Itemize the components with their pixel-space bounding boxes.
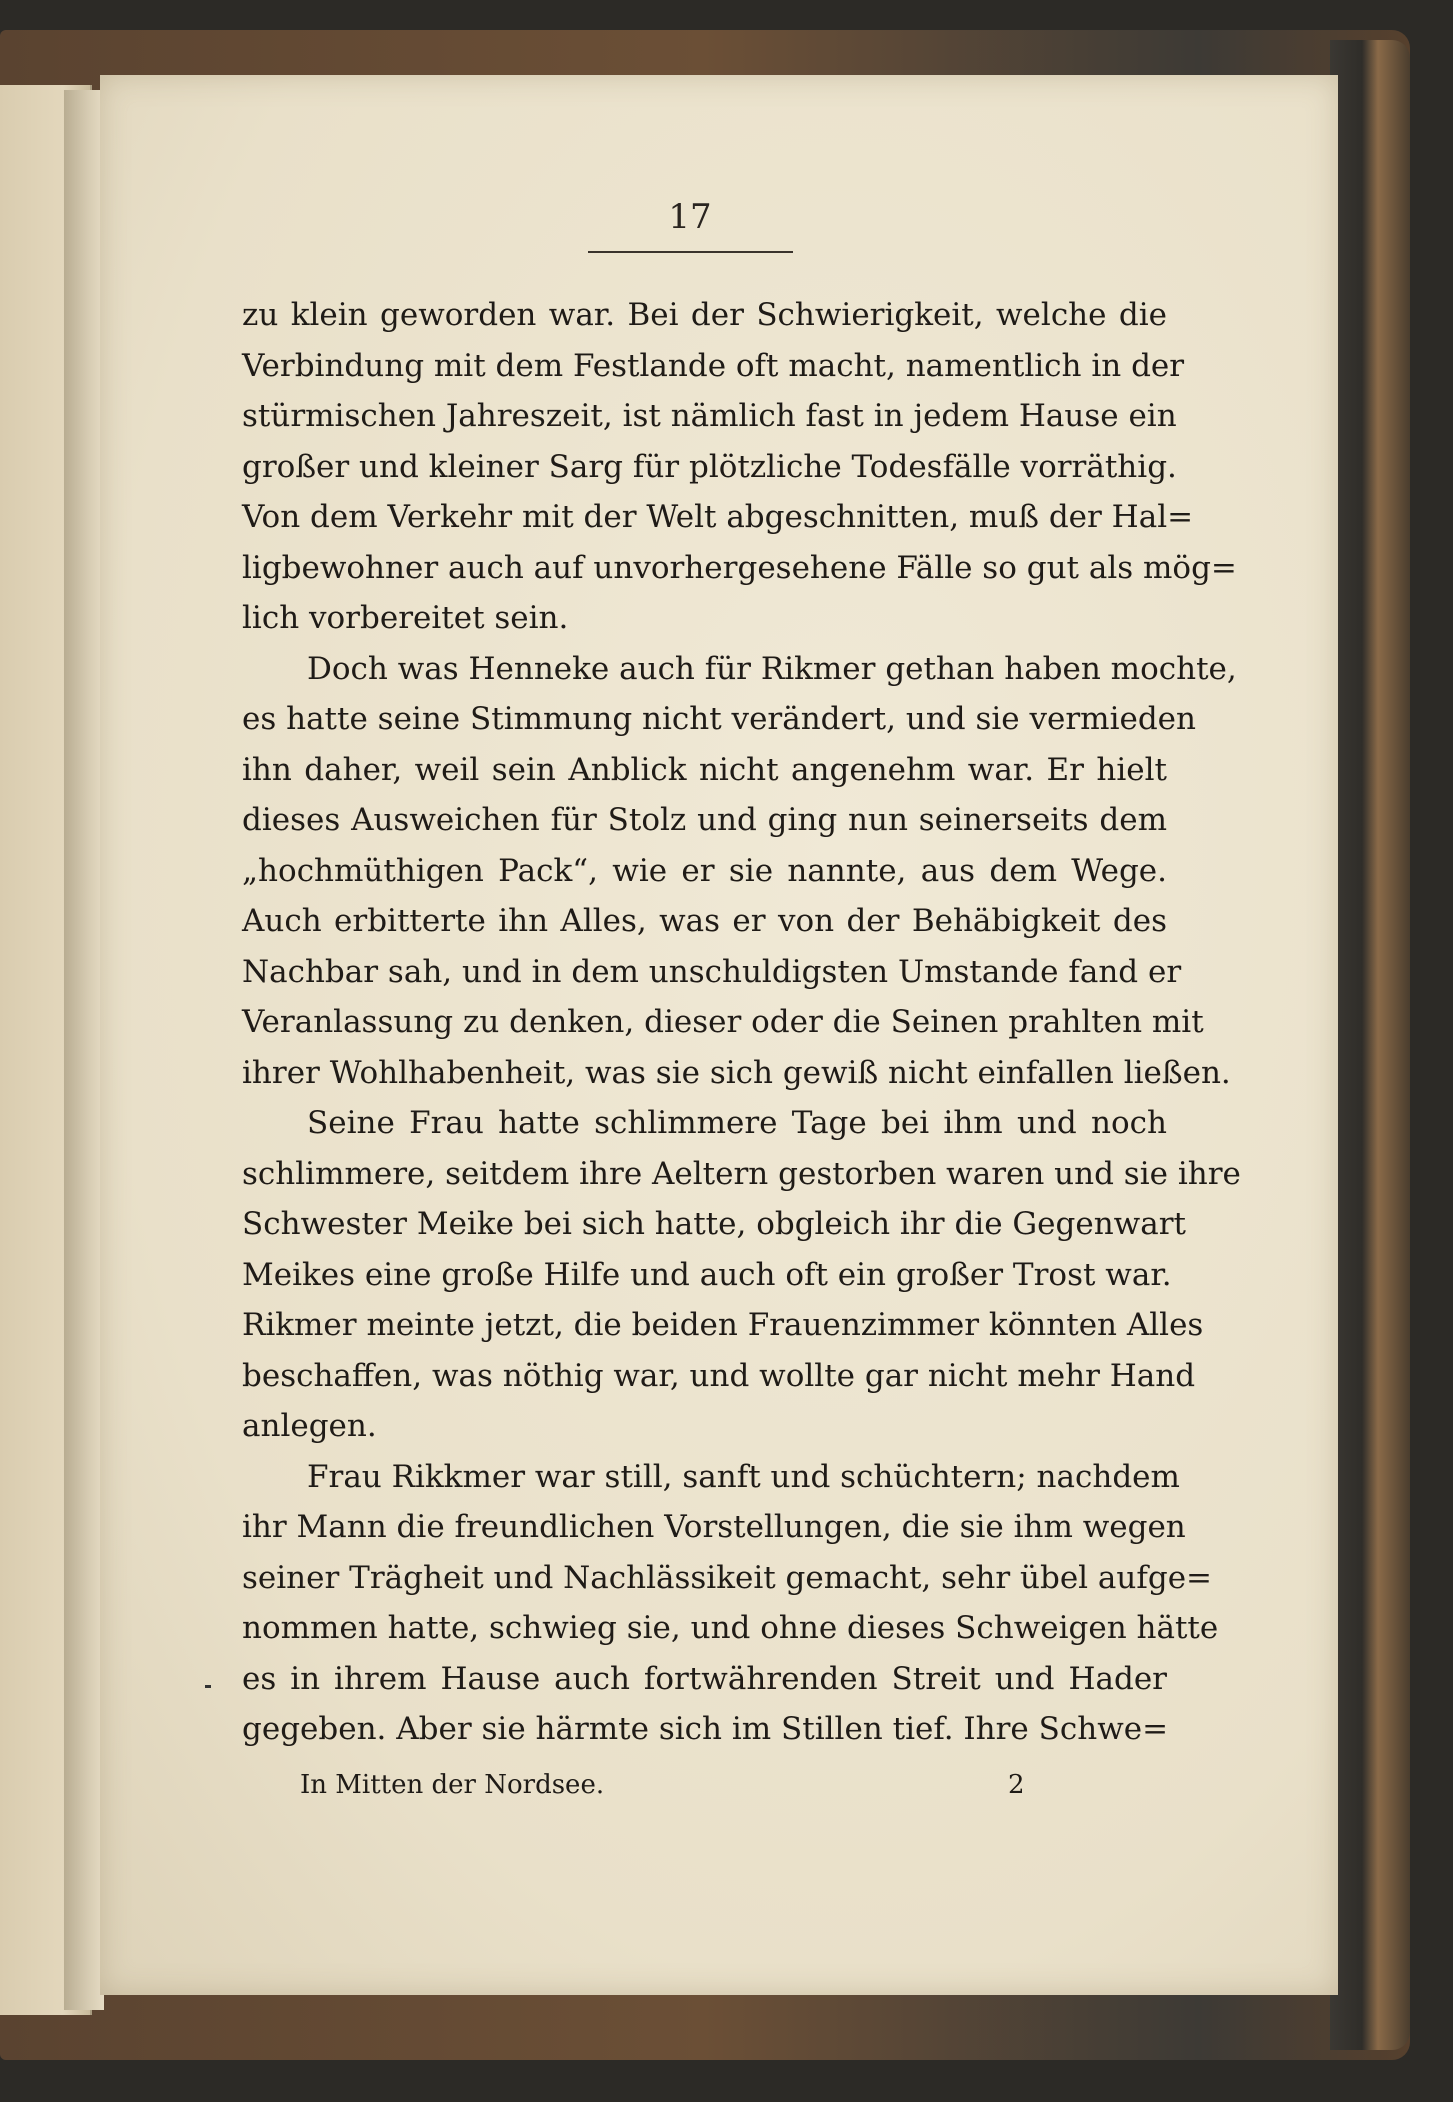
text-line: Verbindung mit dem Festlande oft macht, namentlich in der [242, 347, 1185, 384]
text-line: Nachbar sah, und in dem unschuldigsten Umstande fand er [242, 953, 1182, 990]
text-line: anlegen. [242, 1408, 377, 1444]
text-line: Veranlassung zu denken, dieser oder die Seinen prahlten mit [242, 1004, 1204, 1040]
text-line: zu klein geworden war. Bei der Schwierigkeit, welche die [242, 297, 1167, 333]
text-line: Frau Rikkmer war still, sanft und schüchtern; nachdem [307, 1458, 1180, 1495]
text-line: dieses Ausweichen für Stolz und ging nun seinerseits dem [242, 802, 1167, 838]
text-line: schlimmere, seitdem ihre Aeltern gestorben waren und sie ihre [242, 1155, 1241, 1192]
footer-signature-mark: 2 [1008, 1770, 1025, 1800]
text-line: Doch was Henneke auch für Rikmer gethan haben mochte, [307, 650, 1237, 687]
book-gutter [64, 90, 104, 2010]
text-line: gegeben. Aber sie härmte sich im Stillen tief. Ihre Schwe= [242, 1711, 1169, 1747]
margin-mark [205, 1685, 211, 1688]
text-line: Schwester Meike bei sich hatte, obgleich ihr die Gegenwart [242, 1206, 1186, 1242]
text-line: Seine Frau hatte schlimmere Tage bei ihm und noch [307, 1105, 1167, 1141]
text-line: ihrer Wohlhabenheit, was sie sich gewiß nicht einfallen ließen. [242, 1054, 1231, 1091]
book-cover-edge [1330, 40, 1410, 2050]
footer-book-title: In Mitten der Nordsee. [300, 1770, 605, 1800]
text-line: es hatte seine Stimmung nicht verändert, und sie vermieden [242, 701, 1196, 737]
text-line: ligbewohner auch auf unvorhergesehene Fälle so gut als mög= [242, 549, 1237, 586]
text-line: es in ihrem Hause auch fortwährenden Streit und Hader [242, 1660, 1167, 1697]
text-line: seiner Trägheit und Nachlässikeit gemacht, sehr übel aufge= [242, 1559, 1213, 1596]
text-line: „hochmüthigen Pack“, wie er sie nannte, aus dem Wege. [242, 852, 1167, 889]
text-line: ihn daher, weil sein Anblick nicht angenehm war. Er hielt [242, 751, 1167, 788]
text-line: stürmischen Jahreszeit, ist nämlich fast in jedem Hause ein [242, 398, 1177, 434]
text-line: Meikes eine große Hilfe und auch oft ein großer Trost war. [242, 1256, 1172, 1293]
page-number: 17 [668, 197, 712, 237]
text-line: nommen hatte, schwieg sie, und ohne dieses Schweigen hätte [242, 1610, 1219, 1646]
text-line: ihr Mann die freundlichen Vorstellungen, die sie ihm wegen [242, 1509, 1186, 1545]
text-line: beschaffen, was nöthig war, und wollte gar nicht mehr Hand [242, 1357, 1196, 1394]
page-footer [300, 1770, 1080, 1810]
page-number-rule [588, 251, 793, 253]
text-line: Rikmer meinte jetzt, die beiden Frauenzimmer könnten Alles [242, 1307, 1204, 1343]
text-line: lich vorbereitet sein. [242, 600, 569, 636]
text-line: Auch erbitterte ihn Alles, was er von der Behäbigkeit des [242, 903, 1167, 939]
page-body-text [242, 290, 1241, 1755]
text-line: Von dem Verkehr mit der Welt abgeschnitten, muß der Hal= [242, 499, 1194, 535]
text-line: großer und kleiner Sarg für plötzliche Todesfälle vorräthig. [242, 448, 1177, 485]
